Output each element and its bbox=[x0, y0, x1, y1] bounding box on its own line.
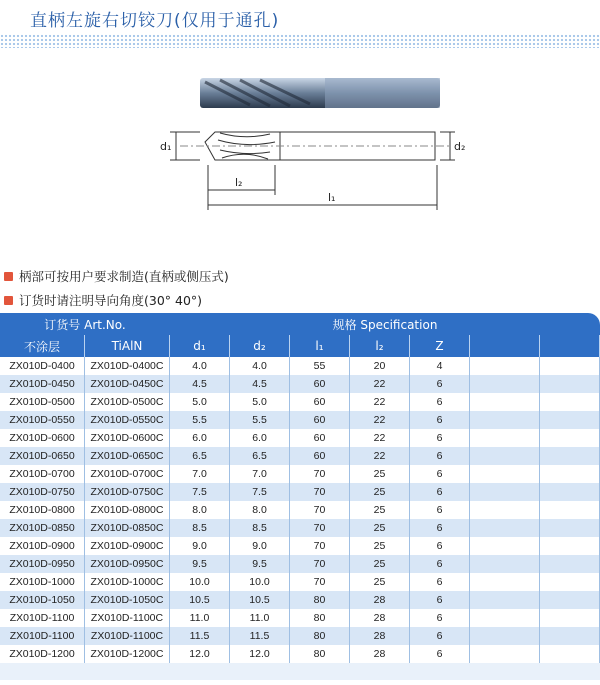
table-cell: 6 bbox=[410, 573, 470, 591]
table-cell: 10.0 bbox=[230, 573, 290, 591]
table-cell: 22 bbox=[350, 411, 410, 429]
table-cell bbox=[540, 429, 600, 447]
note-item: 柄部可按用户要求制造(直柄或侧压式) bbox=[4, 264, 229, 288]
table-footer-blank bbox=[0, 663, 600, 680]
table-cell: ZX010D-0850C bbox=[85, 519, 170, 537]
table-cell: 60 bbox=[290, 393, 350, 411]
col-d1: d₁ bbox=[170, 335, 230, 357]
table-cell: 12.0 bbox=[230, 645, 290, 663]
col-blank bbox=[540, 335, 600, 357]
table-row bbox=[0, 465, 600, 483]
table-row bbox=[0, 483, 600, 501]
table-cell: 8.5 bbox=[230, 519, 290, 537]
table-cell: ZX010D-0950C bbox=[85, 555, 170, 573]
table-row bbox=[0, 357, 600, 375]
table-cell: 8.0 bbox=[230, 501, 290, 519]
table-cell: 6 bbox=[410, 483, 470, 501]
table-row bbox=[0, 519, 600, 537]
table-cell: 7.5 bbox=[230, 483, 290, 501]
table-cell bbox=[540, 411, 600, 429]
table-cell: ZX010D-0450C bbox=[85, 375, 170, 393]
table-cell: 70 bbox=[290, 519, 350, 537]
table-cell: ZX010D-0650 bbox=[0, 447, 85, 465]
table-subheader-row bbox=[0, 335, 600, 357]
table-cell bbox=[470, 429, 540, 447]
table-cell: 6 bbox=[410, 609, 470, 627]
table-cell: 25 bbox=[350, 537, 410, 555]
table-cell: 28 bbox=[350, 645, 410, 663]
table-cell: 70 bbox=[290, 483, 350, 501]
reamer-line-drawing bbox=[170, 132, 455, 210]
table-cell: ZX010D-1200C bbox=[85, 645, 170, 663]
table-row bbox=[0, 537, 600, 555]
table-row bbox=[0, 429, 600, 447]
table-cell: 6.0 bbox=[170, 429, 230, 447]
table-cell: 80 bbox=[290, 645, 350, 663]
table-cell bbox=[540, 519, 600, 537]
table-cell: 6 bbox=[410, 393, 470, 411]
l1-label: l₁ bbox=[328, 191, 336, 204]
table-cell: ZX010D-0500 bbox=[0, 393, 85, 411]
table-row bbox=[0, 591, 600, 609]
table-cell: 4 bbox=[410, 357, 470, 375]
table-cell: 5.0 bbox=[230, 393, 290, 411]
table-cell: 70 bbox=[290, 573, 350, 591]
table-cell bbox=[540, 573, 600, 591]
table-cell bbox=[540, 645, 600, 663]
table-cell: 25 bbox=[350, 519, 410, 537]
table-cell: 60 bbox=[290, 375, 350, 393]
table-cell: 70 bbox=[290, 465, 350, 483]
table-cell: ZX010D-0650C bbox=[85, 447, 170, 465]
table-cell: 8.0 bbox=[170, 501, 230, 519]
table-cell bbox=[470, 627, 540, 645]
table-cell: 60 bbox=[290, 411, 350, 429]
table-cell bbox=[540, 375, 600, 393]
table-cell: 25 bbox=[350, 573, 410, 591]
table-cell: 80 bbox=[290, 609, 350, 627]
table-cell: ZX010D-0400 bbox=[0, 357, 85, 375]
table-cell: 4.0 bbox=[170, 357, 230, 375]
table-cell bbox=[540, 447, 600, 465]
table-cell: 22 bbox=[350, 429, 410, 447]
table-cell: ZX010D-0850 bbox=[0, 519, 85, 537]
table-cell: 11.0 bbox=[170, 609, 230, 627]
table-cell: 70 bbox=[290, 537, 350, 555]
table-row bbox=[0, 573, 600, 591]
table-row bbox=[0, 375, 600, 393]
table-cell: ZX010D-1100 bbox=[0, 609, 85, 627]
table-cell: 28 bbox=[350, 591, 410, 609]
table-cell bbox=[540, 501, 600, 519]
table-cell: ZX010D-0450 bbox=[0, 375, 85, 393]
table-cell: 25 bbox=[350, 501, 410, 519]
table-cell: 25 bbox=[350, 483, 410, 501]
page-title: 直柄左旋右切铰刀(仅用于通孔) bbox=[30, 11, 280, 31]
table-cell bbox=[540, 591, 600, 609]
table-cell: ZX010D-0900 bbox=[0, 537, 85, 555]
bullet-square-icon bbox=[4, 296, 13, 305]
table-cell: 11.5 bbox=[170, 627, 230, 645]
table-row bbox=[0, 555, 600, 573]
table-cell: ZX010D-0400C bbox=[85, 357, 170, 375]
table-cell bbox=[540, 483, 600, 501]
table-cell: ZX010D-0700 bbox=[0, 465, 85, 483]
table-cell: 55 bbox=[290, 357, 350, 375]
table-cell: 80 bbox=[290, 627, 350, 645]
table-cell: 60 bbox=[290, 429, 350, 447]
table-cell: 10.5 bbox=[170, 591, 230, 609]
col-uncoated: 不涂层 bbox=[0, 335, 85, 357]
table-cell: 28 bbox=[350, 609, 410, 627]
table-cell: ZX010D-1000C bbox=[85, 573, 170, 591]
title-dotted-divider bbox=[0, 34, 600, 48]
table-cell: 6 bbox=[410, 429, 470, 447]
table-cell: 6.5 bbox=[230, 447, 290, 465]
table-cell: 6 bbox=[410, 447, 470, 465]
table-cell bbox=[470, 519, 540, 537]
table-cell: 5.5 bbox=[170, 411, 230, 429]
table-cell bbox=[470, 483, 540, 501]
table-cell: 6 bbox=[410, 627, 470, 645]
table-cell: ZX010D-0700C bbox=[85, 465, 170, 483]
table-cell: 5.5 bbox=[230, 411, 290, 429]
table-cell: ZX010D-0600C bbox=[85, 429, 170, 447]
table-cell: 7.0 bbox=[230, 465, 290, 483]
table-cell bbox=[470, 375, 540, 393]
table-cell: ZX010D-0750C bbox=[85, 483, 170, 501]
table-cell: ZX010D-0750 bbox=[0, 483, 85, 501]
table-cell: 4.5 bbox=[170, 375, 230, 393]
header-order: 订货号 Art.No. bbox=[44, 317, 126, 332]
table-cell bbox=[470, 465, 540, 483]
table-row bbox=[0, 627, 600, 645]
col-blank bbox=[470, 335, 540, 357]
table-cell: ZX010D-1200 bbox=[0, 645, 85, 663]
table-cell: 6 bbox=[410, 519, 470, 537]
table-cell: 6 bbox=[410, 411, 470, 429]
table-cell bbox=[540, 357, 600, 375]
table-cell: 10.0 bbox=[170, 573, 230, 591]
notes-list bbox=[4, 264, 229, 312]
table-cell bbox=[470, 357, 540, 375]
table-cell: ZX010D-0550C bbox=[85, 411, 170, 429]
table-cell: 20 bbox=[350, 357, 410, 375]
table-cell: 6 bbox=[410, 555, 470, 573]
bullet-square-icon bbox=[4, 272, 13, 281]
table-cell bbox=[470, 591, 540, 609]
table-cell: ZX010D-0600 bbox=[0, 429, 85, 447]
table-cell bbox=[470, 573, 540, 591]
table-cell: 9.0 bbox=[170, 537, 230, 555]
table-cell: 6 bbox=[410, 591, 470, 609]
table-cell bbox=[540, 537, 600, 555]
table-cell bbox=[540, 555, 600, 573]
table-header-row bbox=[0, 313, 600, 335]
table-cell bbox=[540, 627, 600, 645]
col-d2: d₂ bbox=[230, 335, 290, 357]
reamer-drawing bbox=[150, 70, 470, 230]
table-cell bbox=[470, 393, 540, 411]
col-l2: l₂ bbox=[350, 335, 410, 357]
col-tialn: TiAlN bbox=[85, 335, 170, 357]
table-cell: ZX010D-1100C bbox=[85, 609, 170, 627]
table-cell: 70 bbox=[290, 555, 350, 573]
table-cell bbox=[470, 537, 540, 555]
table-row bbox=[0, 393, 600, 411]
table-cell: 8.5 bbox=[170, 519, 230, 537]
table-cell bbox=[470, 609, 540, 627]
table-cell: 6 bbox=[410, 501, 470, 519]
table-cell: 4.0 bbox=[230, 357, 290, 375]
table-cell: ZX010D-0800C bbox=[85, 501, 170, 519]
table-cell: 9.5 bbox=[230, 555, 290, 573]
table-cell: 6 bbox=[410, 465, 470, 483]
table-cell: 6 bbox=[410, 537, 470, 555]
table-cell: ZX010D-1100 bbox=[0, 627, 85, 645]
table-row bbox=[0, 645, 600, 663]
table-cell bbox=[470, 501, 540, 519]
table-cell: ZX010D-0550 bbox=[0, 411, 85, 429]
table-cell: 6 bbox=[410, 645, 470, 663]
table-cell bbox=[540, 609, 600, 627]
table-cell: 22 bbox=[350, 393, 410, 411]
table-cell: 9.5 bbox=[170, 555, 230, 573]
table-row bbox=[0, 411, 600, 429]
table-cell: 9.0 bbox=[230, 537, 290, 555]
table-cell: 70 bbox=[290, 501, 350, 519]
table-cell: ZX010D-1000 bbox=[0, 573, 85, 591]
table-cell: 11.5 bbox=[230, 627, 290, 645]
table-cell bbox=[470, 555, 540, 573]
table-cell: 11.0 bbox=[230, 609, 290, 627]
table-cell: 12.0 bbox=[170, 645, 230, 663]
table-cell bbox=[540, 393, 600, 411]
table-cell: 22 bbox=[350, 447, 410, 465]
table-cell bbox=[540, 465, 600, 483]
table-cell: ZX010D-0900C bbox=[85, 537, 170, 555]
table-cell: 4.5 bbox=[230, 375, 290, 393]
table-cell: 80 bbox=[290, 591, 350, 609]
table-cell: 10.5 bbox=[230, 591, 290, 609]
table-cell: 7.5 bbox=[170, 483, 230, 501]
col-z: Z bbox=[410, 335, 470, 357]
note-item: 订货时请注明导向角度(30° 40°) bbox=[4, 288, 229, 312]
table-cell: 6 bbox=[410, 375, 470, 393]
table-cell: 25 bbox=[350, 555, 410, 573]
header-spec: 规格 Specification bbox=[332, 317, 438, 332]
table-cell: ZX010D-1100C bbox=[85, 627, 170, 645]
table-cell: ZX010D-0800 bbox=[0, 501, 85, 519]
table-cell: 6.0 bbox=[230, 429, 290, 447]
table-cell: ZX010D-0950 bbox=[0, 555, 85, 573]
table-cell: 22 bbox=[350, 375, 410, 393]
table-cell: ZX010D-0500C bbox=[85, 393, 170, 411]
d2-label: d₂ bbox=[454, 140, 466, 153]
table-cell: 28 bbox=[350, 627, 410, 645]
table-cell: 25 bbox=[350, 465, 410, 483]
l2-label: l₂ bbox=[235, 176, 243, 189]
table-cell bbox=[470, 411, 540, 429]
d1-label: d₁ bbox=[160, 140, 172, 153]
table-cell bbox=[470, 645, 540, 663]
table-cell bbox=[470, 447, 540, 465]
table-cell: 7.0 bbox=[170, 465, 230, 483]
table-cell: 6.5 bbox=[170, 447, 230, 465]
table-row bbox=[0, 501, 600, 519]
table-row bbox=[0, 609, 600, 627]
table-row bbox=[0, 447, 600, 465]
spec-table bbox=[0, 313, 600, 680]
col-l1: l₁ bbox=[290, 335, 350, 357]
table-cell: 5.0 bbox=[170, 393, 230, 411]
table-cell: ZX010D-1050C bbox=[85, 591, 170, 609]
table-cell: ZX010D-1050 bbox=[0, 591, 85, 609]
table-cell: 60 bbox=[290, 447, 350, 465]
